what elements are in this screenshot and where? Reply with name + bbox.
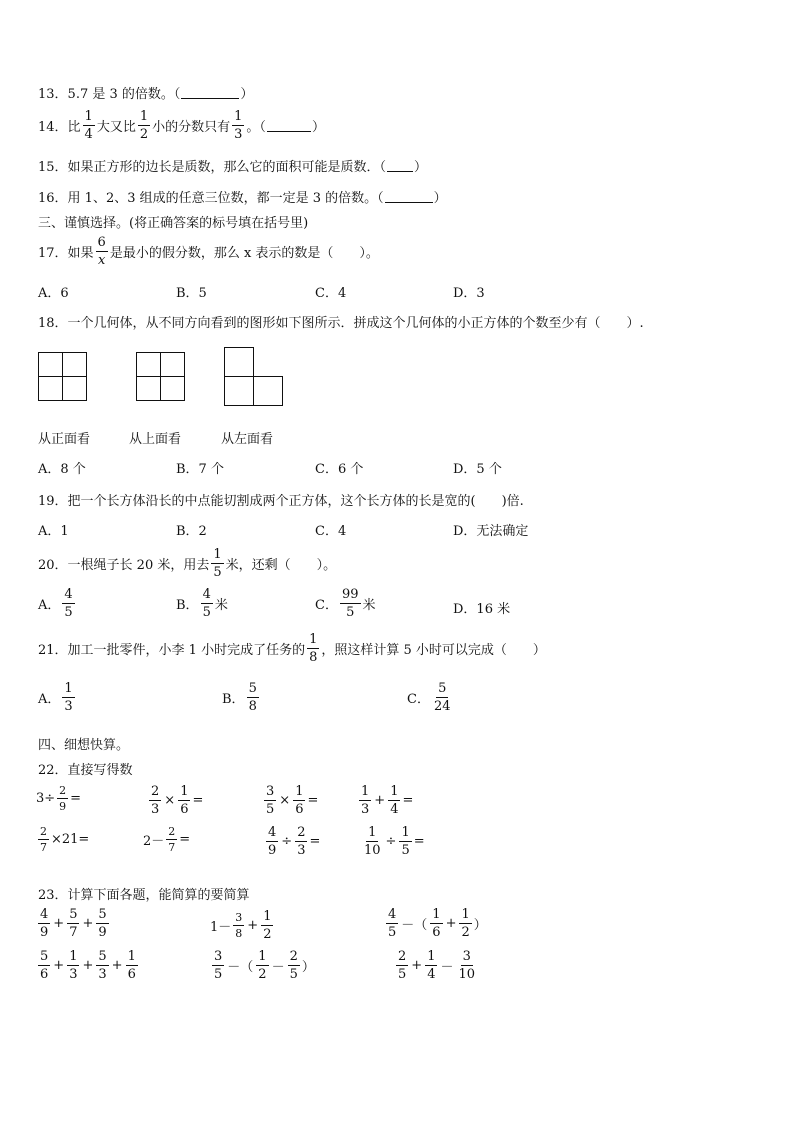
fraction: $\frac{1}{5}$ bbox=[213, 547, 222, 580]
question-20: 20．一根绳子长 20 米，用去 $\frac{1}{5}$ 米，还剩（ ）。 bbox=[38, 547, 337, 580]
option-d[interactable]: D．无法确定 bbox=[453, 524, 529, 539]
option-b[interactable]: B． $\frac{4}{5}$ 米 bbox=[176, 587, 228, 620]
option-a[interactable]: A．6 bbox=[38, 286, 69, 301]
expression: $\frac{5}{6}$ + $\frac{1}{3}$ + $\frac{5}{3}$ + $\frac{1}{6}$ bbox=[40, 949, 136, 982]
option-d[interactable]: D．5 个 bbox=[453, 462, 502, 477]
option-a[interactable]: A． $\frac{1}{3}$ bbox=[38, 681, 73, 714]
expression: $\frac{4}{9}$ + $\frac{5}{7}$ + $\frac{5}{9}$ bbox=[40, 907, 107, 940]
option-a[interactable]: A．8 个 bbox=[38, 462, 86, 477]
expression: $\frac{2}{3}$ × $\frac{1}{6}$ = bbox=[151, 784, 204, 817]
section-heading: 三、谨慎选择。(将正确答案的标号填在括号里) bbox=[38, 216, 309, 231]
option-c[interactable]: C． $\frac{99}{5}$ 米 bbox=[315, 587, 376, 620]
expression: 2－ $\frac{2}{7}$ = bbox=[143, 825, 191, 854]
option-b[interactable]: B．2 bbox=[176, 524, 207, 539]
option-c[interactable]: C．4 bbox=[315, 286, 347, 301]
fraction: $\frac{1}{4}$ bbox=[84, 109, 93, 142]
expression: $\frac{2}{5}$ + $\frac{1}{4}$ － $\frac{3}{10}$ bbox=[398, 949, 476, 982]
fraction: $\frac{1}{3}$ bbox=[234, 109, 243, 142]
question-23: 23．计算下面各题，能简算的要简算 bbox=[38, 888, 250, 903]
option-b[interactable]: B． $\frac{5}{8}$ bbox=[222, 681, 257, 714]
expression: $\frac{4}{5}$ －（ $\frac{1}{6}$ + $\frac{1}{2}$ ） bbox=[388, 907, 487, 940]
option-b[interactable]: B．5 bbox=[176, 286, 207, 301]
option-c[interactable]: C．6 个 bbox=[315, 462, 364, 477]
answer-blank[interactable] bbox=[181, 86, 239, 99]
option-c[interactable]: C．4 bbox=[315, 524, 347, 539]
expression: $\frac{1}{10}$ ÷ $\frac{1}{5}$ = bbox=[364, 825, 425, 858]
fraction: $\frac{6}{x}$ bbox=[97, 235, 106, 268]
l-shape-icon bbox=[224, 347, 284, 407]
expression: $\frac{3}{5}$ × $\frac{1}{6}$ = bbox=[266, 784, 319, 817]
option-a[interactable]: A．1 bbox=[38, 524, 69, 539]
left-view-figure bbox=[224, 347, 284, 407]
question-21: 21．加工一批零件，小李 1 小时完成了任务的 $\frac{1}{8}$ ，照这样计算 5 小时可以完成（ ） bbox=[38, 632, 546, 665]
expression: $\frac{1}{3}$ + $\frac{1}{4}$ = bbox=[361, 784, 414, 817]
option-a[interactable]: A． $\frac{4}{5}$ bbox=[38, 587, 73, 620]
expression: $\frac{3}{5}$ －（ $\frac{1}{2}$ － $\frac{2}{5}$ ） bbox=[214, 949, 315, 982]
view-label-top: 从上面看 bbox=[129, 432, 182, 447]
view-label-left: 从左面看 bbox=[221, 432, 274, 447]
option-d[interactable]: D．3 bbox=[453, 286, 485, 301]
answer-blank[interactable] bbox=[387, 159, 413, 172]
option-c[interactable]: C． $\frac{5}{24}$ bbox=[407, 681, 451, 714]
fraction: $\frac{1}{2}$ bbox=[139, 109, 149, 142]
question-13: 13．5.7 是 3 的倍数。（ ） bbox=[38, 87, 254, 102]
expression: $\frac{2}{7}$ ×21= bbox=[40, 825, 90, 854]
answer-blank[interactable] bbox=[385, 190, 433, 203]
question-14: 14．比 $\frac{1}{4}$ 大又比 $\frac{1}{2}$ 小的分数只有 $\frac{1}{3}$ 。（ ） bbox=[38, 109, 325, 142]
question-22: 22．直接写得数 bbox=[38, 763, 133, 778]
grid-2x2-icon bbox=[136, 352, 186, 402]
question-15: 15．如果正方形的边长是质数，那么它的面积可能是质数．（ ） bbox=[38, 160, 428, 175]
answer-blank[interactable] bbox=[267, 119, 311, 132]
grid-2x2-icon bbox=[38, 352, 88, 402]
section-heading: 四、细想快算。 bbox=[38, 738, 130, 753]
option-b[interactable]: B．7 个 bbox=[176, 462, 224, 477]
question-19: 19．把一个长方体沿长的中点能切割成两个正方体，这个长方体的长是宽的( )倍. bbox=[38, 494, 524, 509]
question-16: 16．用 1、2、3 组成的任意三位数，都一定是 3 的倍数。（ ） bbox=[38, 191, 447, 206]
option-d[interactable]: D．16 米 bbox=[453, 602, 511, 617]
question-17: 17．如果 $\frac{6}{x}$ 是最小的假分数，那么 x 表示的数是（ ）。 bbox=[38, 235, 379, 268]
question-18: 18．一个几何体，从不同方向看到的图形如下图所示．拼成这个几何体的小正方体的个数至少有（ ）. bbox=[38, 316, 644, 331]
fraction: $\frac{1}{8}$ bbox=[309, 632, 318, 665]
expression: 1－ $\frac{3}{8}$ + $\frac{1}{2}$ bbox=[210, 909, 272, 942]
view-label-front: 从正面看 bbox=[38, 432, 91, 447]
expression: 3÷ $\frac{2}{9}$ = bbox=[36, 784, 82, 813]
expression: $\frac{4}{9}$ ÷ $\frac{2}{3}$ = bbox=[268, 825, 321, 858]
top-view-figure bbox=[136, 352, 184, 400]
front-view-figure bbox=[38, 352, 86, 400]
